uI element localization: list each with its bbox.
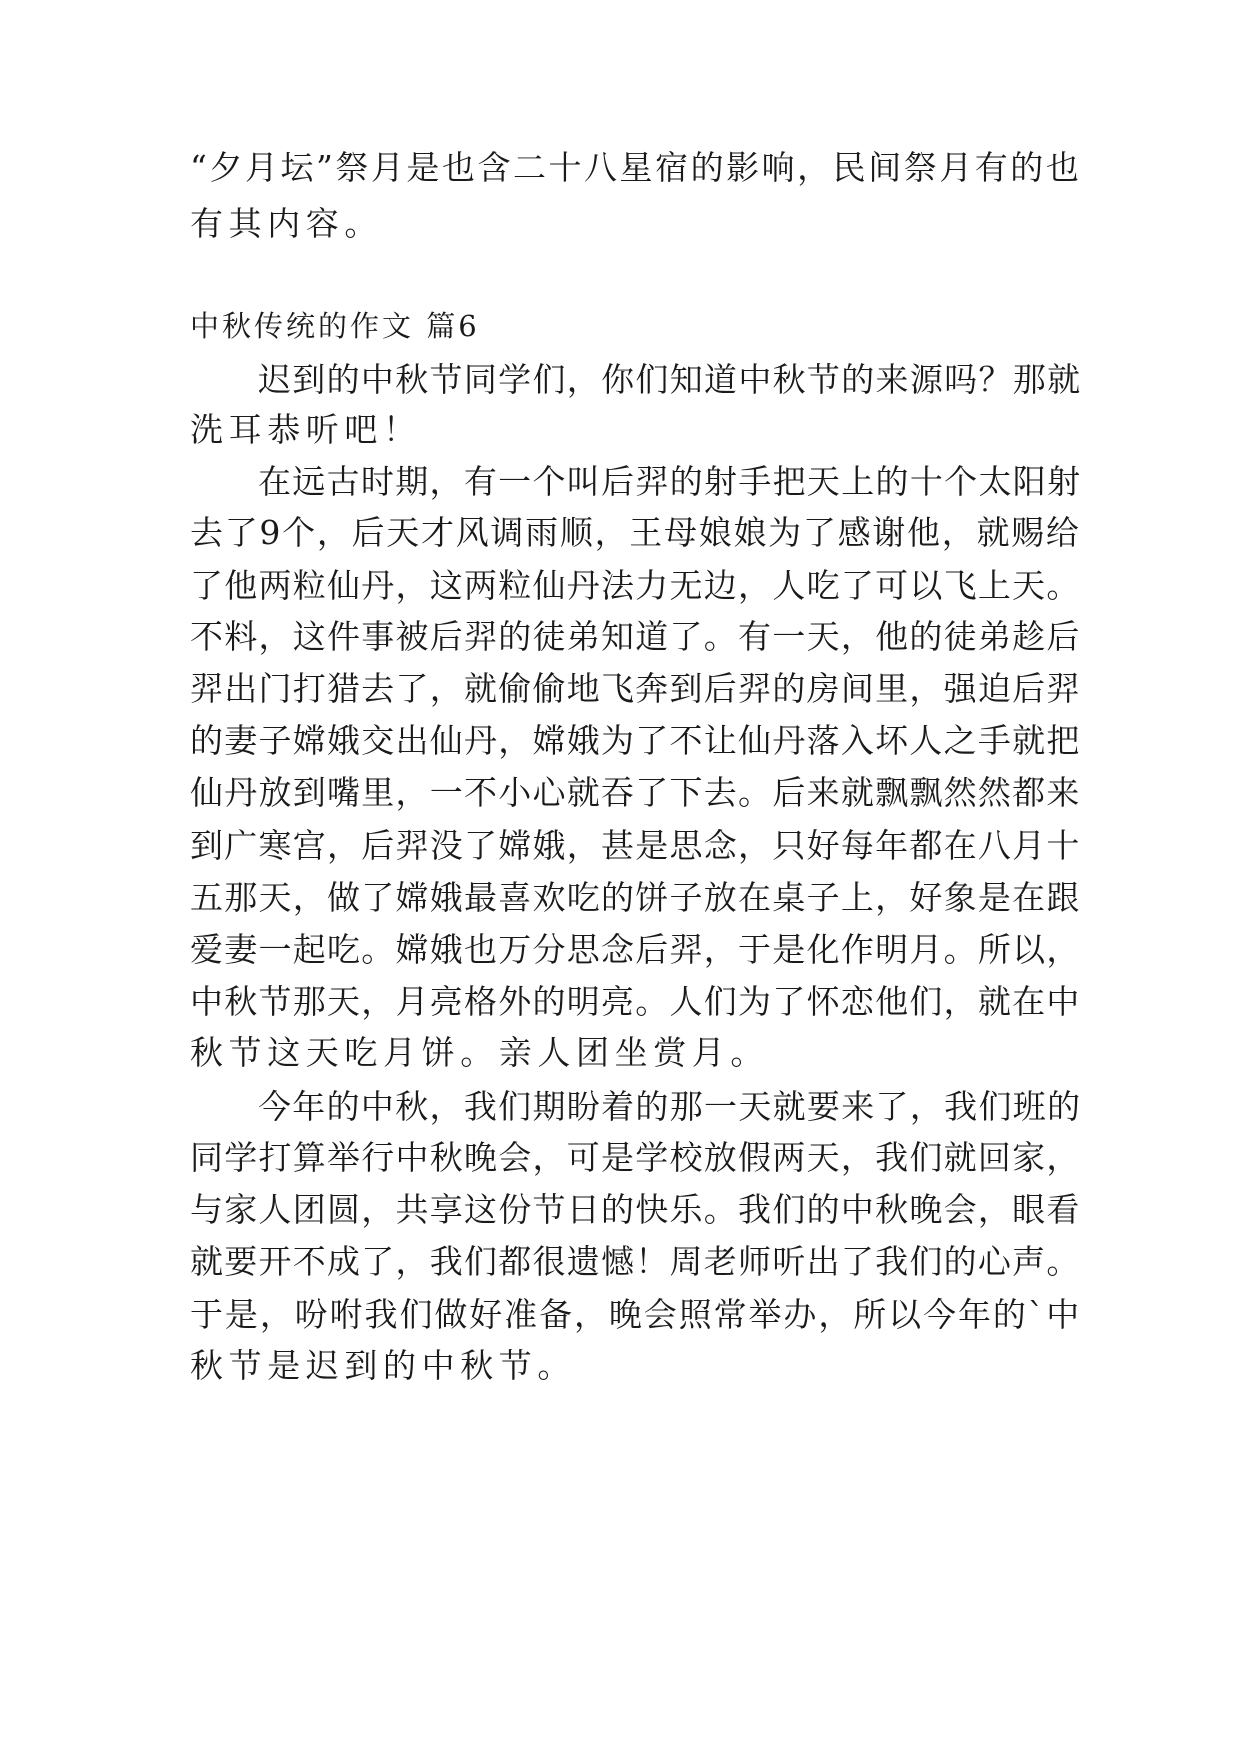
paragraph-line: 到广寒宫，后羿没了嫦娥，甚是思念，只好每年都在八月十 xyxy=(190,826,1081,865)
section-title: 中秋传统的作文 篇6 xyxy=(190,309,480,343)
paragraph-line: 洗耳恭听吧！ xyxy=(190,410,422,449)
paragraph-line: 不料，这件事被后羿的徒弟知道了。有一天，他的徒弟趁后 xyxy=(190,617,1081,656)
paragraph-line: 在远古时期，有一个叫后羿的射手把天上的十个太阳射 xyxy=(258,462,1082,501)
paragraph-line: 今年的中秋，我们期盼着的那一天就要来了，我们班的 xyxy=(258,1087,1082,1126)
paragraph-line: 去了9个，后天才风调雨顺，王母娘娘为了感谢他，就赐给 xyxy=(190,513,1081,552)
paragraph-line: 了他两粒仙丹，这两粒仙丹法力无边，人吃了可以飞上天。 xyxy=(190,566,1081,605)
paragraph-line: 仙丹放到嘴里，一不小心就吞了下去。后来就飘飘然然都来 xyxy=(190,773,1081,812)
paragraph-line: 同学打算举行中秋晚会，可是学校放假两天，我们就回家， xyxy=(190,1138,1081,1177)
paragraph-line: 秋节是迟到的中秋节。 xyxy=(190,1346,576,1385)
paragraph-line: 的妻子嫦娥交出仙丹，嫦娥为了不让仙丹落入坏人之手就把 xyxy=(190,721,1081,760)
paragraph-line: 秋节这天吃月饼。亲人团坐赏月。 xyxy=(190,1033,769,1072)
paragraph-line: 中秋节那天，月亮格外的明亮。人们为了怀恋他们，就在中 xyxy=(190,982,1081,1021)
paragraph-line: 五那天，做了嫦娥最喜欢吃的饼子放在桌子上，好象是在跟 xyxy=(190,878,1081,917)
paragraph-line: 爱妻一起吃。嫦娥也万分思念后羿，于是化作明月。所以， xyxy=(190,930,1081,969)
paragraph-line: 就要开不成了，我们都很遗憾！周老师听出了我们的心声。 xyxy=(190,1242,1081,1281)
intro-line: “夕月坛”祭月是也含二十八星宿的影响，民间祭月有的也 xyxy=(190,148,1082,187)
paragraph-line: 与家人团圆，共享这份节日的快乐。我们的中秋晚会，眼看 xyxy=(190,1190,1081,1229)
paragraph-line: 于是，吩咐我们做好准备，晚会照常举办，所以今年的`中 xyxy=(190,1295,1082,1334)
paragraph-line: 羿出门打猎去了，就偷偷地飞奔到后羿的房间里，强迫后羿 xyxy=(190,669,1081,708)
paragraph-line: 迟到的中秋节同学们，你们知道中秋节的来源吗？那就 xyxy=(258,360,1082,399)
intro-line: 有其内容。 xyxy=(190,204,383,243)
